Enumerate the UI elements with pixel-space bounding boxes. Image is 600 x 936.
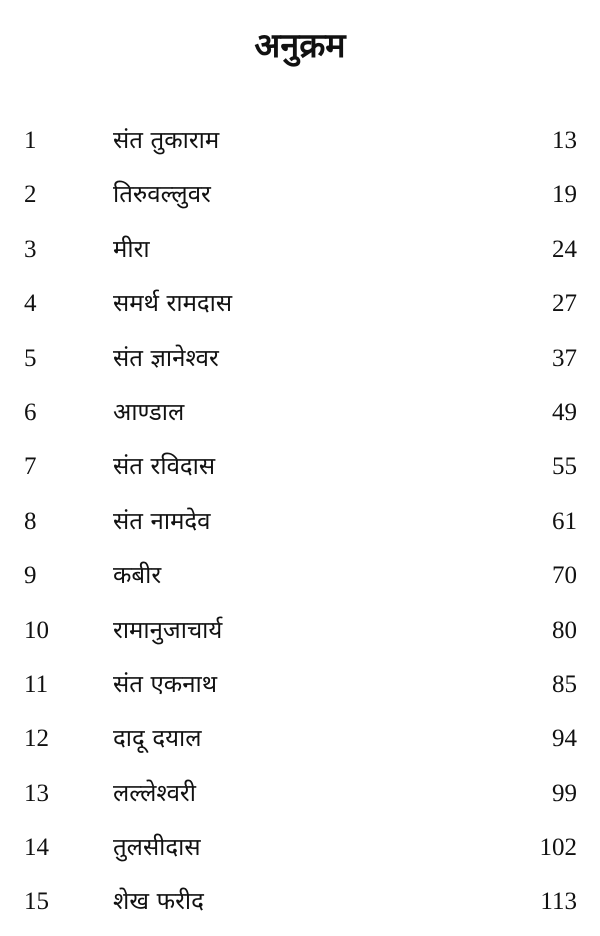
- toc-entry-page: 37: [552, 344, 577, 372]
- toc-row: [0, 338, 600, 392]
- toc-entry-page: 27: [552, 290, 577, 318]
- toc-entry-number: 1: [24, 127, 37, 154]
- toc-row: [0, 827, 600, 881]
- toc-entry-number: 6: [24, 398, 37, 426]
- toc-entry-title: रामानुजाचार्य: [113, 615, 223, 644]
- toc-entry-title: तिरुवल्लुवर: [113, 180, 211, 209]
- toc-row: [0, 229, 600, 283]
- toc-entry-page: 19: [552, 181, 577, 209]
- toc-row: [0, 664, 600, 718]
- toc-entry-page: 94: [552, 725, 577, 753]
- toc-row: [0, 392, 600, 446]
- toc-row: [0, 718, 600, 772]
- toc-entry-number: 13: [24, 779, 49, 807]
- toc-entry-page: 113: [540, 888, 577, 916]
- toc-entry-page: 80: [552, 616, 577, 644]
- toc-entry-title: तुलसीदास: [113, 833, 201, 862]
- page-title: अनुक्रम: [254, 26, 346, 66]
- toc-entry-number: 10: [24, 616, 49, 644]
- toc-entry-title: मीरा: [113, 234, 150, 263]
- toc-entry-page: 49: [552, 398, 577, 426]
- toc-row: [0, 881, 600, 935]
- toc-entry-page: 85: [552, 670, 577, 698]
- toc-entry-title: कबीर: [113, 561, 162, 590]
- toc-entry-page: 55: [552, 453, 577, 481]
- toc-entry-title: शेख फरीद: [113, 887, 204, 916]
- toc-entry-title: संत एकनाथ: [113, 669, 218, 698]
- toc-entry-number: 9: [24, 562, 37, 590]
- toc-entry-title: लल्लेश्वरी: [113, 778, 196, 807]
- toc-row: [0, 610, 600, 664]
- toc-row: [0, 446, 600, 500]
- toc-entry-number: 4: [24, 290, 37, 318]
- toc-entry-page: 61: [552, 507, 577, 535]
- toc-entry-page: 70: [552, 562, 577, 590]
- toc-entry-number: 15: [24, 888, 49, 916]
- toc-entry-number: 5: [24, 344, 37, 372]
- toc-row: [0, 773, 600, 827]
- toc-entry-page: 13: [552, 127, 577, 154]
- toc-row: [0, 120, 600, 174]
- toc-entry-title: संत रविदास: [113, 452, 216, 481]
- toc-entry-title: आण्डाल: [113, 397, 185, 426]
- toc-entry-page: 99: [552, 779, 577, 807]
- toc-entry-number: 11: [24, 670, 49, 698]
- toc-row: [0, 174, 600, 228]
- toc-entry-number: 12: [24, 725, 49, 753]
- table-of-contents: [0, 120, 600, 936]
- toc-entry-number: 2: [24, 181, 37, 209]
- toc-row: [0, 555, 600, 609]
- toc-entry-title: संत तुकाराम: [113, 126, 220, 154]
- toc-row: [0, 283, 600, 337]
- toc-row: [0, 501, 600, 555]
- toc-entry-title: संत ज्ञानेश्वर: [113, 343, 219, 372]
- toc-entry-page: 102: [539, 834, 577, 862]
- toc-entry-number: 7: [24, 453, 37, 481]
- toc-entry-title: दादू दयाल: [113, 724, 202, 753]
- toc-entry-number: 14: [24, 834, 49, 862]
- toc-entry-number: 8: [24, 507, 37, 535]
- toc-entry-number: 3: [24, 235, 37, 263]
- toc-entry-page: 24: [552, 235, 577, 263]
- toc-entry-title: संत नामदेव: [113, 506, 211, 535]
- toc-entry-title: समर्थ रामदास: [113, 289, 233, 318]
